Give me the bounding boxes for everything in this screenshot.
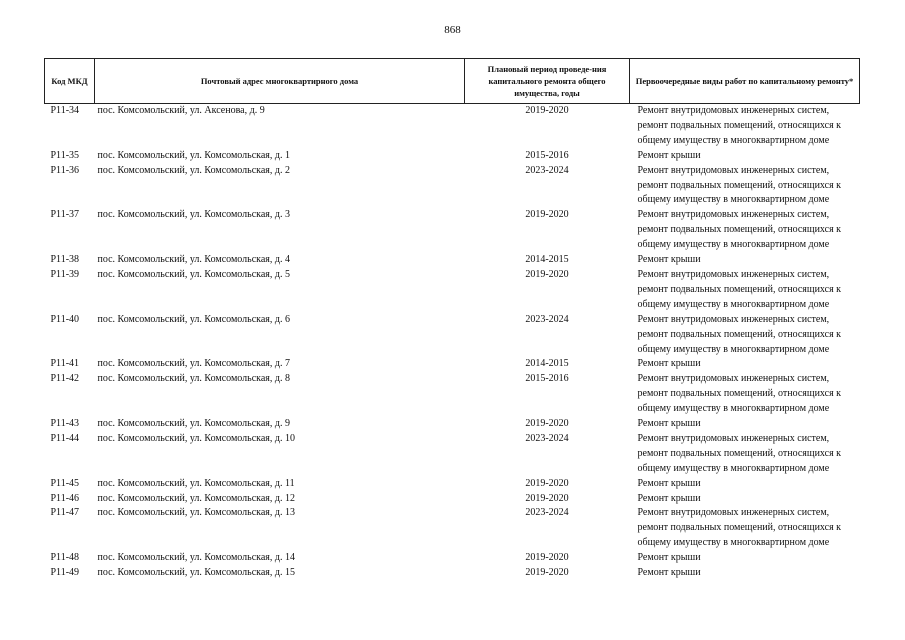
cell-code: Р11-34 xyxy=(50,105,80,116)
cell-address: пос. Комсомольский, ул. Аксенова, д. 9 xyxy=(97,105,265,116)
table-row xyxy=(45,417,860,432)
cell-address: пос. Комсомольский, ул. Комсомольская, д. 14 xyxy=(97,552,295,564)
cell-code: Р11-37 xyxy=(50,209,80,221)
cell-works: Ремонт крыши xyxy=(637,358,701,370)
cell-address: пос. Комсомольский, ул. Комсомольская, д. 2 xyxy=(97,164,290,176)
cell-period: 2023-2024 xyxy=(525,164,569,176)
cell-period: 2019-2020 xyxy=(525,209,569,221)
cell-period: 2023-2024 xyxy=(525,313,569,325)
cell-address: пос. Комсомольский, ул. Комсомольская, д. 12 xyxy=(97,492,295,504)
cell-address: пос. Комсомольский, ул. Комсомольская, д. 15 xyxy=(97,567,295,579)
table-row xyxy=(45,506,860,551)
cell-works: Ремонт крыши xyxy=(637,254,701,266)
table-row xyxy=(45,477,860,492)
cell-address: пос. Комсомольский, ул. Комсомольская, д. 13 xyxy=(97,507,295,519)
cell-period: 2019-2020 xyxy=(525,105,569,116)
table-row xyxy=(45,551,860,566)
cell-code: Р11-38 xyxy=(50,254,80,266)
cell-address: пос. Комсомольский, ул. Комсомольская, д. 9 xyxy=(97,418,290,430)
cell-works: Ремонт крыши xyxy=(637,418,701,430)
cell-period: 2014-2015 xyxy=(525,358,569,370)
table-body xyxy=(45,104,860,582)
repair-schedule-table xyxy=(44,58,860,581)
table-row xyxy=(45,253,860,268)
cell-period: 2023-2024 xyxy=(525,507,569,519)
cell-period: 2019-2020 xyxy=(525,552,569,564)
cell-code: Р11-40 xyxy=(50,313,80,325)
cell-works: Ремонт внутридомовых инженерных систем, ремонт подвальных помещений, относящихся к общему имуществу в многоквартирном доме xyxy=(637,105,842,146)
cell-address: пос. Комсомольский, ул. Комсомольская, д. 1 xyxy=(97,149,290,161)
table-row xyxy=(45,268,860,313)
table-row xyxy=(45,432,860,477)
cell-period: 2019-2020 xyxy=(525,418,569,430)
cell-code: Р11-44 xyxy=(50,432,80,444)
cell-period: 2019-2020 xyxy=(525,477,569,489)
cell-address: пос. Комсомольский, ул. Комсомольская, д. 5 xyxy=(97,268,290,280)
cell-works: Ремонт внутридомовых инженерных систем, ремонт подвальных помещений, относящихся к общему имуществу в многоквартирном доме xyxy=(637,164,842,206)
table-row xyxy=(45,492,860,507)
cell-address: пос. Комсомольский, ул. Комсомольская, д. 4 xyxy=(97,254,290,266)
table-row xyxy=(45,208,860,253)
table-row xyxy=(45,104,860,149)
table-row xyxy=(45,313,860,358)
table-row xyxy=(45,566,860,581)
cell-works: Ремонт крыши xyxy=(637,477,701,489)
cell-code: Р11-43 xyxy=(50,418,80,430)
cell-code: Р11-42 xyxy=(50,373,80,385)
table-header xyxy=(45,59,860,104)
header-works: Первоочередные виды работ по капитальному ремонту* xyxy=(630,59,860,104)
cell-works: Ремонт внутридомовых инженерных систем, ремонт подвальных помещений, относящихся к общему имуществу в многоквартирном доме xyxy=(637,507,842,549)
cell-works: Ремонт внутридомовых инженерных систем, ремонт подвальных помещений, относящихся к общему имуществу в многоквартирном доме xyxy=(637,373,842,415)
cell-code: Р11-35 xyxy=(50,149,80,161)
cell-period: 2019-2020 xyxy=(525,492,569,504)
table-row xyxy=(45,149,860,164)
cell-code: Р11-45 xyxy=(50,477,80,489)
cell-period: 2023-2024 xyxy=(525,432,569,444)
cell-code: Р11-39 xyxy=(50,268,80,280)
page-number: 868 xyxy=(444,24,461,36)
cell-code: Р11-36 xyxy=(50,164,80,176)
header-period: Плановый период проведе-ния капитального ремонта общего имущества, годы xyxy=(465,59,630,104)
header-address: Почтовый адрес многоквартирного дома xyxy=(95,59,465,104)
cell-code: Р11-49 xyxy=(50,567,80,579)
cell-works: Ремонт крыши xyxy=(637,492,701,504)
table-row xyxy=(45,372,860,417)
header-code: Код МКД xyxy=(45,59,95,104)
cell-code: Р11-46 xyxy=(50,492,80,504)
cell-period: 2015-2016 xyxy=(525,373,569,385)
cell-works: Ремонт внутридомовых инженерных систем, ремонт подвальных помещений, относящихся к общему имуществу в многоквартирном доме xyxy=(637,432,842,474)
cell-code: Р11-47 xyxy=(50,507,80,519)
cell-works: Ремонт внутридомовых инженерных систем, ремонт подвальных помещений, относящихся к общему имуществу в многоквартирном доме xyxy=(637,268,842,310)
cell-works: Ремонт крыши xyxy=(637,552,701,564)
table-row xyxy=(45,164,860,209)
cell-works: Ремонт крыши xyxy=(637,149,701,161)
cell-address: пос. Комсомольский, ул. Комсомольская, д. 3 xyxy=(97,209,290,221)
table-row xyxy=(45,357,860,372)
cell-address: пос. Комсомольский, ул. Комсомольская, д. 6 xyxy=(97,313,290,325)
cell-works: Ремонт крыши xyxy=(637,567,701,579)
cell-period: 2019-2020 xyxy=(525,567,569,579)
cell-period: 2019-2020 xyxy=(525,268,569,280)
cell-period: 2014-2015 xyxy=(525,254,569,266)
cell-code: Р11-48 xyxy=(50,552,80,564)
cell-works: Ремонт внутридомовых инженерных систем, ремонт подвальных помещений, относящихся к общему имуществу в многоквартирном доме xyxy=(637,313,842,355)
cell-period: 2015-2016 xyxy=(525,149,569,161)
cell-address: пос. Комсомольский, ул. Комсомольская, д. 11 xyxy=(97,477,295,489)
cell-address: пос. Комсомольский, ул. Комсомольская, д. 7 xyxy=(97,358,290,370)
cell-code: Р11-41 xyxy=(50,358,80,370)
cell-address: пос. Комсомольский, ул. Комсомольская, д. 8 xyxy=(97,373,290,385)
cell-address: пос. Комсомольский, ул. Комсомольская, д. 10 xyxy=(97,432,295,444)
cell-works: Ремонт внутридомовых инженерных систем, ремонт подвальных помещений, относящихся к общему имуществу в многоквартирном доме xyxy=(637,209,842,251)
